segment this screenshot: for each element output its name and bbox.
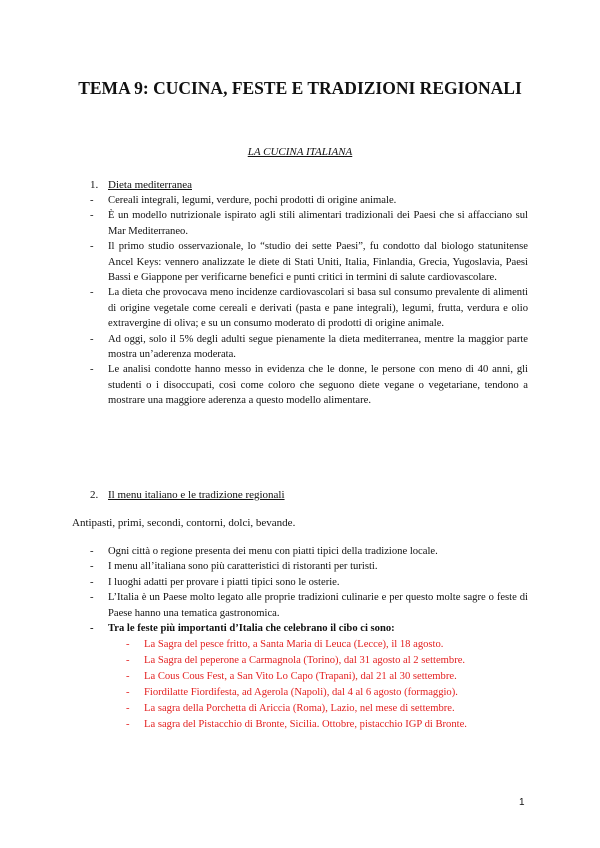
- festival-item: - La sagra del Pistacchio di Bronte, Sicilia. Ottobre, pistacchio IGP di Bronte.: [126, 719, 467, 730]
- section-subtitle: LA CUCINA ITALIANA: [247, 146, 353, 158]
- festival-item: - La Cous Cous Fest, a San Vito Lo Capo (Trapani), dal 21 al 30 settembre.: [126, 671, 457, 682]
- section-2-list: [90, 544, 528, 636]
- festival-item: - La Sagra del peperone a Carmagnola (Torino), dal 31 agosto al 2 settembre.: [126, 655, 466, 666]
- list-item-bold: - Tra le feste più importanti d’Italia che celebrano il cibo ci sono:: [90, 623, 395, 635]
- section-1-number: 1.: [90, 179, 99, 191]
- section-2-heading: [90, 488, 285, 502]
- list-item: - I luoghi adatti per provare i piatti tipici sono le osterie.: [90, 576, 340, 588]
- list-item: - Ad oggi, solo il 5% degli adulti segue pienamente la dieta mediterranea, mentre la maggior parte mostra un’aderenza moderata.: [90, 333, 528, 361]
- list-item: - È un modello nutrizionale ispirato agli stili alimentari tradizionali dei Paesi che si affacciano sul Mar Mediterraneo.: [90, 210, 528, 237]
- festival-item: - La Sagra del pesce fritto, a Santa Maria di Leuca (Lecce), il 18 agosto.: [126, 639, 444, 650]
- list-item: - Il primo studio osservazionale, lo “studio dei sette Paesi”, fu condotto dal biologo statunitense Ancel Keys: vennero analizzate le diete di Stati Uniti, Italia, Finlandia, Grecia, Yugoslavia, Paesi Bassi e Giappone per verificarne benefici e punti critici in termini di salute cardiovascolare.: [90, 241, 528, 284]
- section-2-intro: Antipasti, primi, secondi, contorni, dolci, bevande.: [72, 517, 296, 529]
- festivals-list: [126, 637, 526, 733]
- section-2-number: 2.: [90, 489, 99, 501]
- list-item: - Cereali integrali, legumi, verdure, pochi prodotti di origine animale.: [90, 195, 397, 206]
- list-item: - Ogni città o regione presenta dei menu con piatti tipici della tradizione locale.: [90, 546, 438, 557]
- list-item: - L’Italia è un Paese molto legato alle proprie tradizioni culinarie e per questo molte sagre o feste di Paese hanno una tematica gastronomica.: [90, 592, 528, 619]
- list-item: - La dieta che provocava meno incidenze cardiovascolari si basa sul consumo prevalente di alimenti di origine vegetale come cereali e derivati (pasta e pane integrali), legumi, frutta, verdura e olio extravergine di oliva; e su un consumo moderato di prodotti di origine animale.: [90, 287, 528, 330]
- section-2-label: Il menu italiano e le tradizione regionali: [108, 489, 285, 501]
- festival-item: - La sagra della Porchetta di Ariccia (Roma), Lazio, nel mese di settembre.: [126, 703, 455, 714]
- section-1-label: Dieta mediterranea: [108, 179, 192, 191]
- section-1-heading: [90, 178, 192, 192]
- page-number: 1: [519, 797, 525, 808]
- festival-item: - Fiordilatte Fiordifesta, ad Agerola (Napoli), dal 4 al 6 agosto (formaggio).: [126, 687, 458, 698]
- list-item: - Le analisi condotte hanno messo in evidenza che le donne, le persone con meno di 40 anni, gli studenti o i disoccupati, così come coloro che seguono diete vegane o vegetariane, tendono a mostrare una maggiore aderenza a questo modello alimentare.: [90, 364, 528, 407]
- page-title: TEMA 9: CUCINA, FESTE E TRADIZIONI REGIONALI: [78, 78, 522, 98]
- section-1-list: [90, 193, 528, 409]
- list-item: - I menu all’italiana sono più caratteristici di ristoranti per turisti.: [90, 561, 378, 573]
